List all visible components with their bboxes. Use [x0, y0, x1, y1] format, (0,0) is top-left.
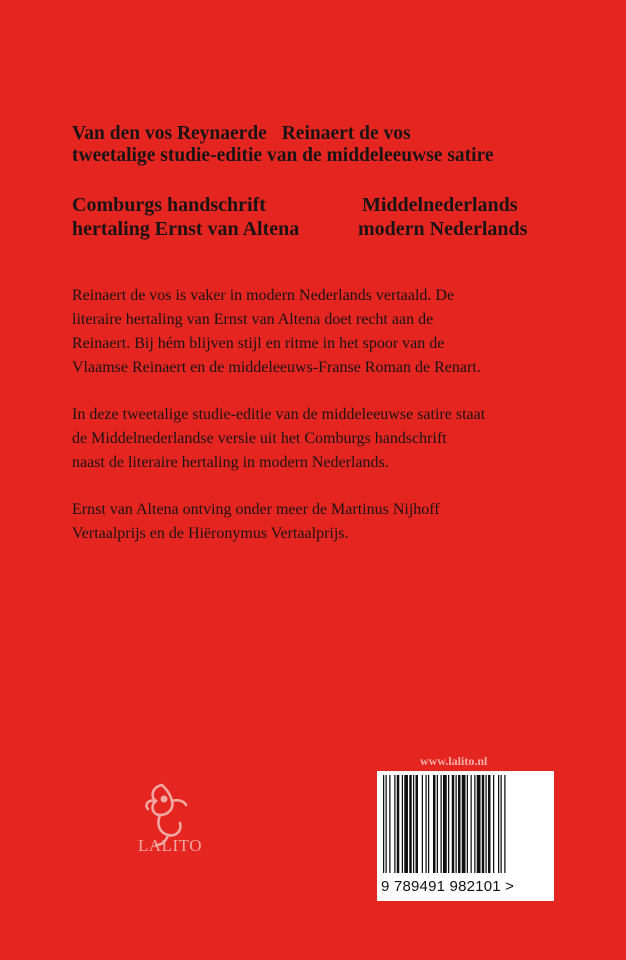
- barcode-bar: [404, 775, 408, 873]
- columns-row-2: [72, 217, 592, 241]
- barcode-bar: [426, 775, 427, 873]
- columns-row-1: [72, 193, 592, 217]
- cover-title: [72, 123, 592, 167]
- barcode-bar: [493, 775, 494, 873]
- barcode-bar: [467, 775, 468, 873]
- barcode-bar: [402, 775, 403, 873]
- barcode-bar: [458, 775, 461, 873]
- column-left-heading: Comburgs handschrift: [72, 194, 266, 216]
- barcode-bar: [394, 775, 395, 873]
- barcode-bar: [456, 775, 457, 873]
- barcode-bar: [383, 775, 384, 873]
- barcode-bar: [389, 775, 390, 873]
- barcode-bar: [504, 775, 505, 873]
- blurb-paragraph-1: Reinaert de vos is vaker in modern Nederlands vertaald. De literaire hertaling van Ernst van Altena doet recht aan de Reinaert. Bij hém blijven stijl en ritme in het spoor van de Vlaamse Reinaert en de middeleeuws-Franse Roman de Renart.: [72, 287, 481, 376]
- barcode-bar: [416, 775, 419, 873]
- barcode-bar: [386, 775, 387, 873]
- title-translation: Reinaert de vos: [281, 123, 411, 144]
- barcode-bar: [488, 775, 491, 873]
- barcode-bar: [471, 775, 472, 873]
- column-left-subheading: hertaling Ernst van Altena: [72, 218, 300, 240]
- blurb-paragraph-2: In deze tweetalige studie-editie van de middeleeuwse satire staat de Middelnederlandse versie uit het Comburgs handschrift naast de literaire hertaling in modern Nederlands.: [72, 406, 486, 471]
- barcode-bar: [462, 775, 466, 873]
- barcode-bars: [379, 775, 551, 875]
- barcode-bar: [413, 775, 414, 873]
- barcode-bar: [452, 775, 455, 873]
- edition-columns: [72, 193, 592, 241]
- barcode-bar: [422, 775, 423, 873]
- barcode-bar: [448, 775, 449, 873]
- barcode-bar: [474, 775, 475, 873]
- barcode-bar: [477, 775, 481, 873]
- barcode-bar: [441, 775, 442, 873]
- barcode-bar: [409, 775, 412, 873]
- barcode-bar: [397, 775, 400, 873]
- publisher-website[interactable]: www.lalito.nl: [420, 754, 488, 768]
- blurb-paragraph-3: Ernst van Altena ontving onder meer de Martinus Nijhoff Vertaalprijs en de Hiëronymus Vertaalprijs.: [72, 501, 440, 542]
- barcode-bar: [498, 775, 499, 873]
- blurb: [72, 284, 592, 569]
- barcode-bar: [501, 775, 502, 873]
- column-right-subheading: modern Nederlands: [358, 218, 528, 240]
- publisher-name: LALITO: [137, 836, 203, 855]
- barcode-bar: [486, 775, 487, 873]
- barcode-bar: [433, 775, 436, 873]
- barcode-bar: [443, 775, 447, 873]
- barcode-bar: [428, 775, 429, 873]
- barcode-bar: [437, 775, 438, 873]
- title-line-1: [72, 123, 592, 145]
- column-right-heading: Middelnederlands: [362, 194, 518, 216]
- title-line-2: tweetalige studie-editie van de middeleeuwse satire: [72, 145, 494, 166]
- isbn-number: 9 789491 982101 >: [381, 878, 515, 895]
- barcode-bar: [482, 775, 485, 873]
- barcode: [377, 771, 554, 901]
- title-original: Van den vos Reynaerde: [72, 123, 267, 144]
